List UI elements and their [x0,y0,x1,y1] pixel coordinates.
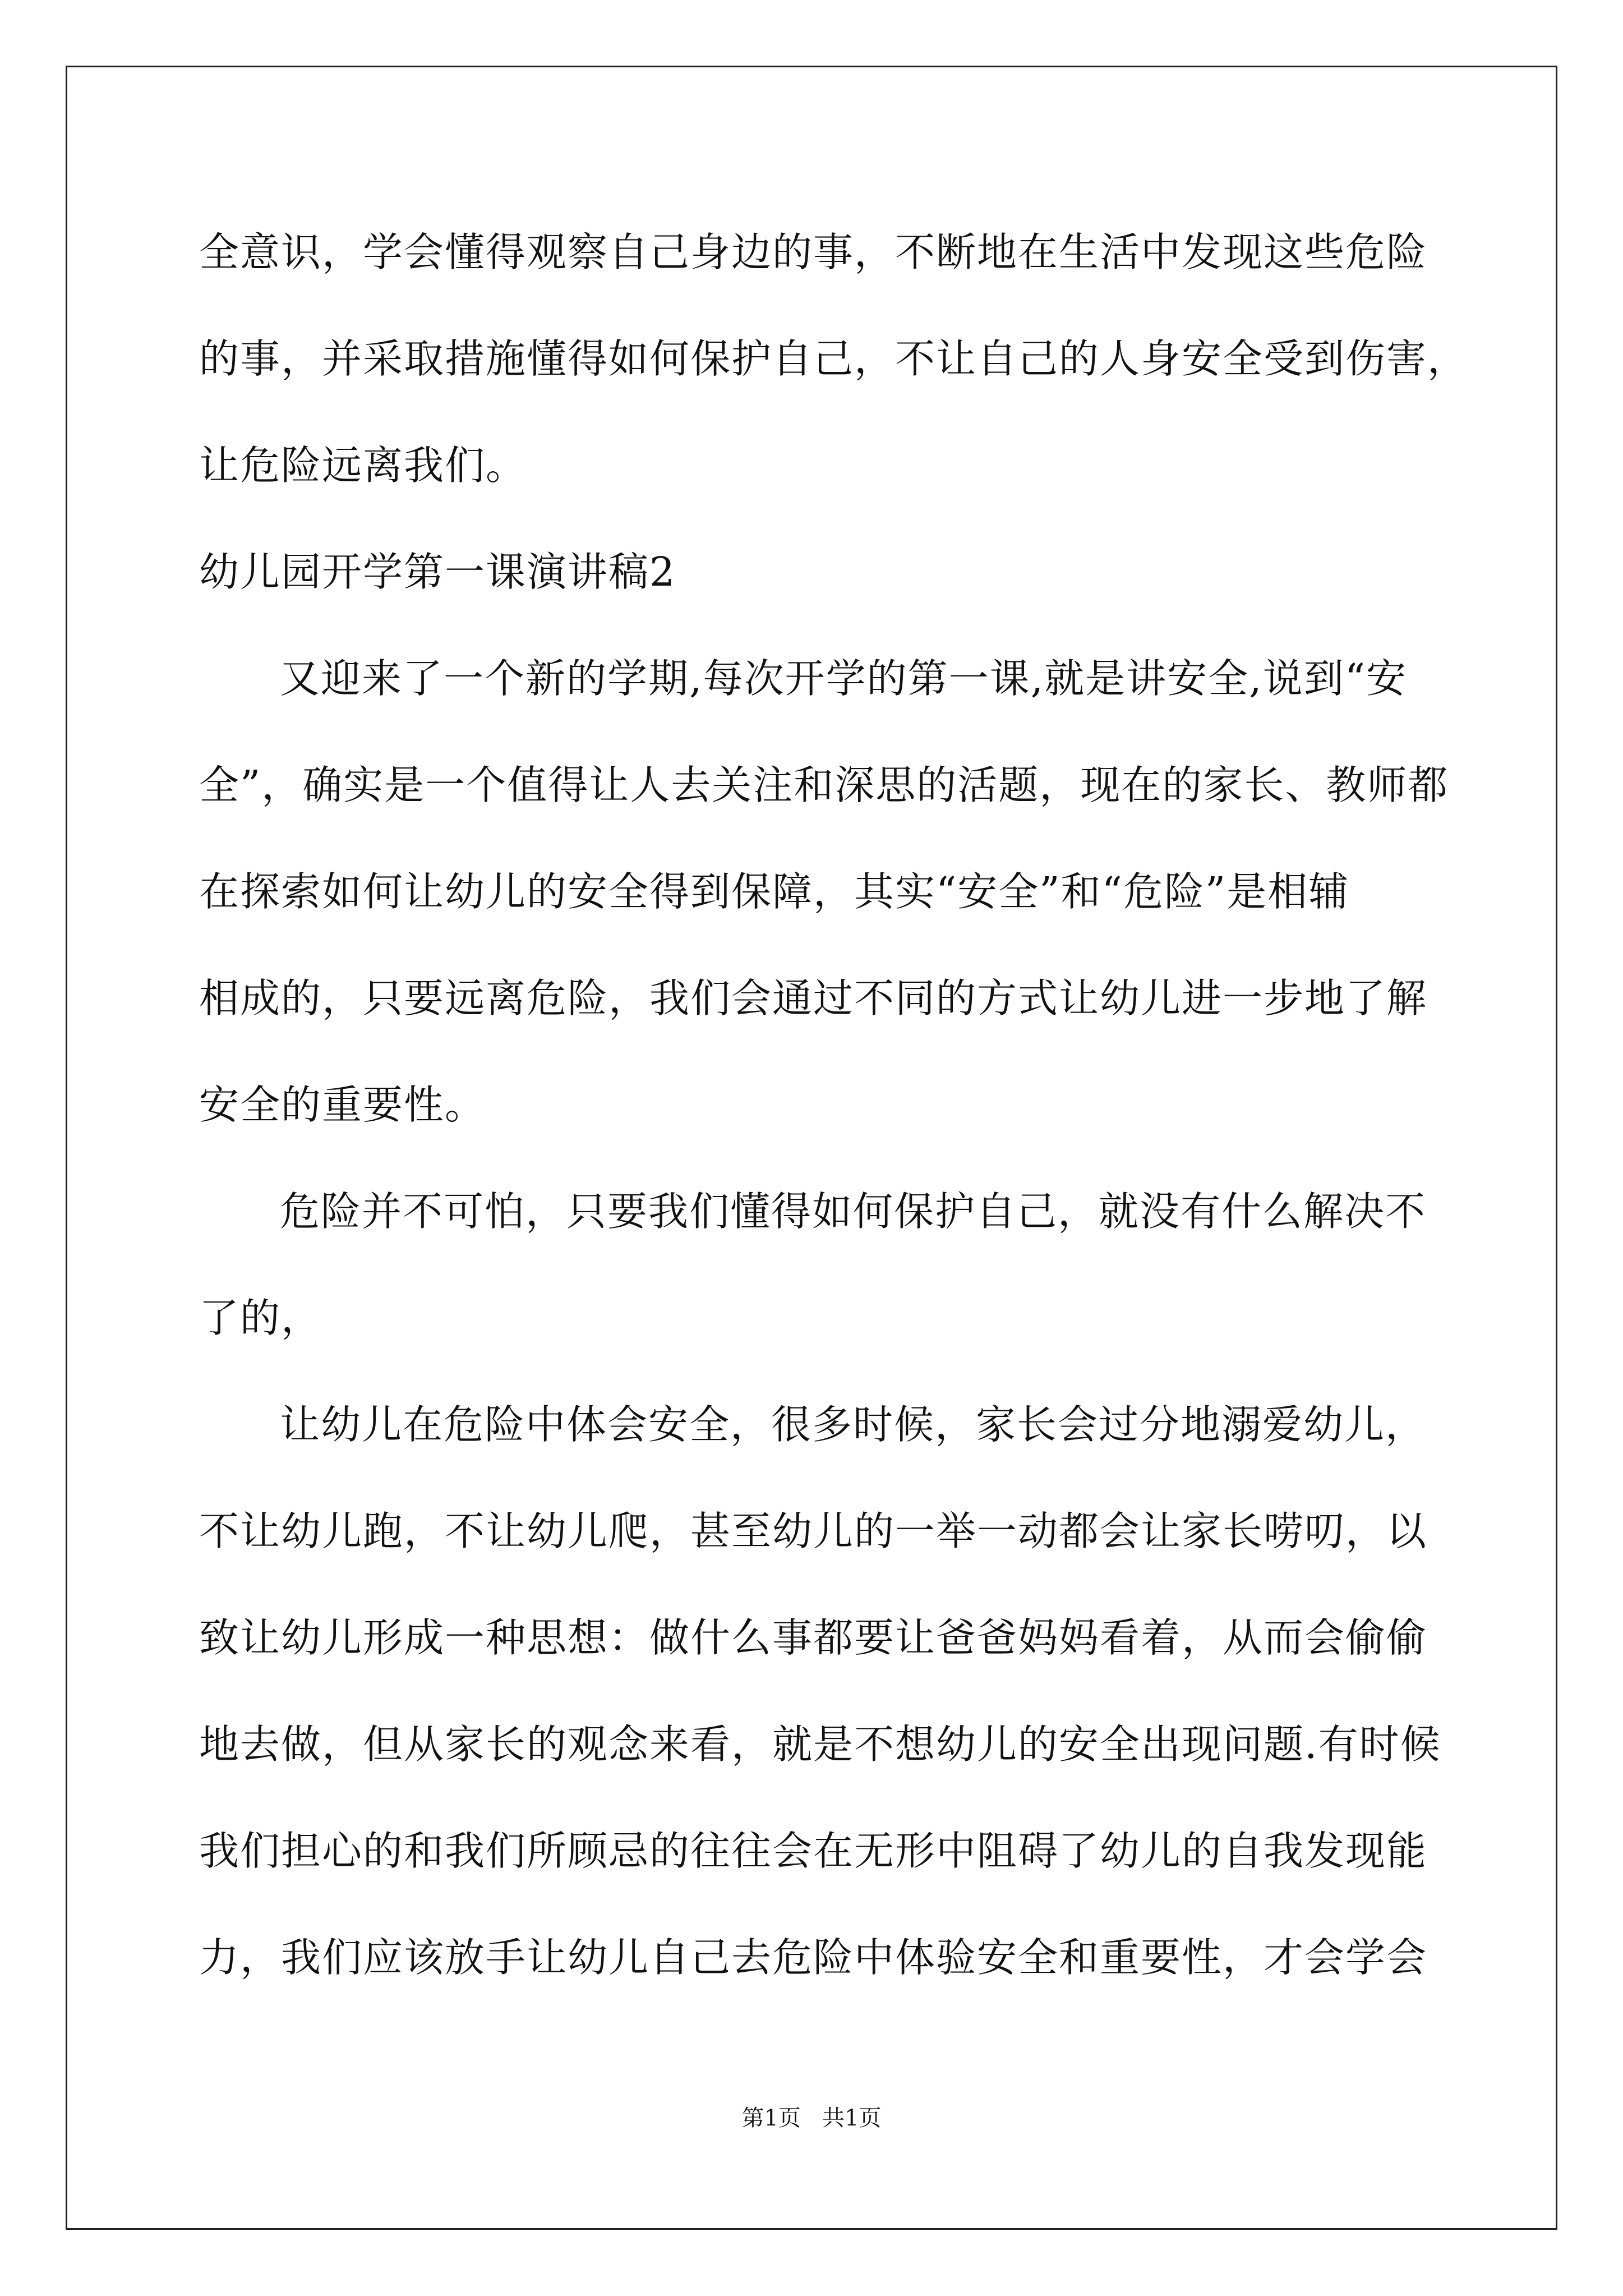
body-line: 全”，确实是一个值得让人去关注和深思的活题，现在的家长、教师都 [199,762,1449,808]
paragraph-first-line: 危险并不可怕，只要我们懂得如何保护自己，就没有什么解决不 [280,1188,1427,1235]
page-footer: 第1页 共1页 [741,2105,882,2131]
body-line: 安全的重要性。 [199,1082,486,1128]
body-line: 的事，并采取措施懂得如何保护自己，不让自己的人身安全受到伤害， [199,335,1469,382]
body-line: 不让幼儿跑，不让幼儿爬，甚至幼儿的一举一动都会让家长唠叨，以 [199,1508,1428,1554]
paragraph-first-line: 又迎来了一个新的学期,每次开学的第一课,就是讲安全,说到“安 [280,655,1408,702]
body-line: 全意识，学会懂得观察自己身边的事，不断地在生活中发现这些危险 [199,229,1428,275]
paragraph-first-line: 让幼儿在危险中体会安全，很多时候，家长会过分地溺爱幼儿， [280,1401,1427,1448]
body-line: 了的， [199,1295,322,1341]
body-line: 力，我们应该放手让幼儿自己去危险中体验安全和重要性，才会学会 [199,1934,1428,1981]
body-line: 我们担心的和我们所顾忌的往往会在无形中阻碍了幼儿的自我发现能 [199,1828,1428,1874]
body-line: 让危险远离我们。 [199,442,527,489]
body-line: 在探索如何让幼儿的安全得到保障，其实“安全”和“危险”是相辅 [199,868,1350,915]
body-line: 地去做，但从家长的观念来看，就是不想幼儿的安全出现问题.有时候 [199,1721,1441,1768]
body-line: 致让幼儿形成一种思想：做什么事都要让爸爸妈妈看着，从而会偷偷 [199,1614,1428,1661]
body-line: 相成的，只要远离危险，我们会通过不同的方式让幼儿进一步地了解 [199,975,1428,1022]
section-heading: 幼儿园开学第一课演讲稿2 [199,549,676,595]
document-body [199,216,1469,2028]
